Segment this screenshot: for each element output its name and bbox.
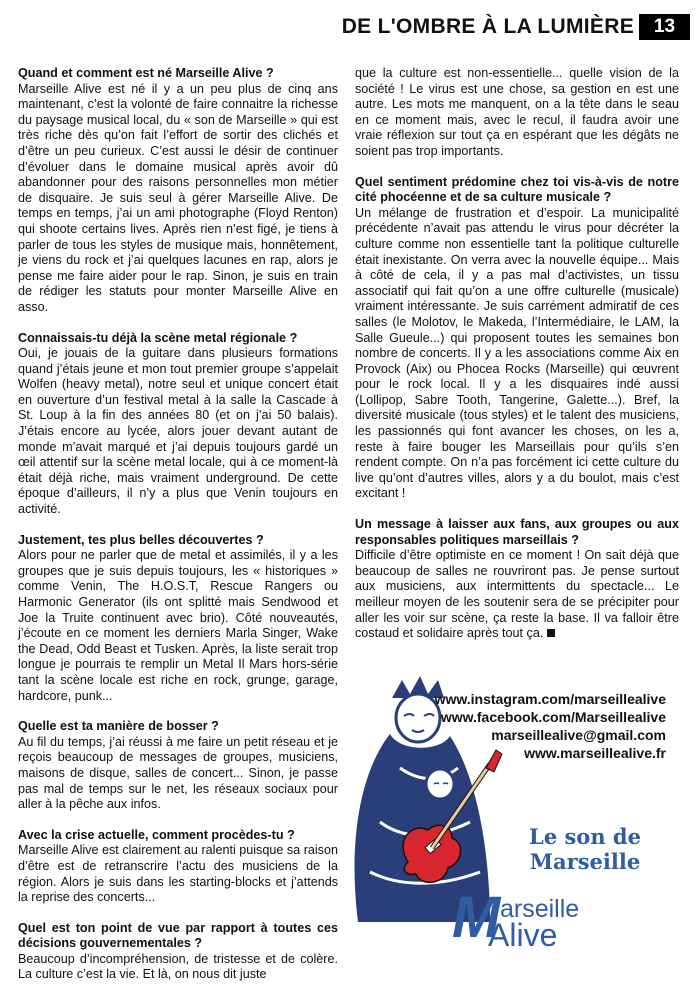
interview-answer: Oui, je jouais de la guitare dans plusieurs formations quand j’étais jeune et mon tout premier groupe s’appelait Wolfen (heavy metal), notre seul et unique concert était en ouverture d’un festival metal à la salle la Cascade à St. Loup à la fin des années 80 (et on j’ai 50 balais). J’étais encore au lycée, alors jouer devant autant de monde m’avait marqué et j’ai depuis toujours gardé un œil attentif sur la scène metal locale, qui à ce moment-là était déjà riche, mais vraiment underground. De cette époque d’ailleurs, il n’y a plus que Venin toujours en activité. [18, 346, 338, 517]
interview-block [18, 921, 338, 983]
interview-block [18, 331, 338, 518]
article-column-right [355, 66, 679, 657]
interview-question: Quel sentiment prédomine chez toi vis-à-vis de notre cité phocéenne et de sa culture musicale ? [355, 174, 679, 205]
interview-answer: Marseille Alive est clairement au ralenti puisque sa raison d’être est de retranscrire l’actu des musiciens de la région. Alors je suis dans les starting-blocks et j’attends la reprise des concerts... [18, 843, 338, 905]
page-number: 13 [639, 14, 690, 40]
marseille-alive-logo [452, 885, 612, 954]
interview-answer: Beaucoup d’incompréhension, de tristesse et de colère. La culture c’est la vie. Et là, on nous dit juste [18, 951, 338, 982]
interview-question: Justement, tes plus belles découvertes ? [18, 532, 264, 547]
interview-question: Quel est ton point de vue par rapport à toutes ces décisions gouvernementales ? [18, 920, 338, 951]
logo-word-alive: Alive [488, 917, 558, 953]
interview-question: Connaissais-tu déjà la scène metal régionale ? [18, 330, 298, 345]
answer-text: Difficile d’être optimiste en ce moment ! On sait déjà que beaucoup de salles ne rouvriront pas. Je pense surtout aux musiciens, aux intermittents du spectacle... Le meilleur moyen de les soutenir sera de se précipiter pour aller les voir sur scène, ça reste la base. Il va falloir être costaud et solidaire après tout ça. [355, 548, 679, 641]
website-link[interactable]: www.marseillealive.fr [524, 745, 666, 761]
interview-block [18, 66, 338, 316]
interview-block [355, 517, 679, 642]
instagram-link[interactable]: www.instagram.com/marseillealive [434, 691, 666, 707]
end-of-article-mark [547, 629, 555, 637]
email-link[interactable]: marseillealive@gmail.com [491, 727, 666, 743]
interview-answer: que la culture est non-essentielle... quelle vision de la société ! Le virus est une chose, sa gestion en est une autre. Les mots me manquent, on a la tête dans le seau en ce moment mais, avec le recul, il faudra avoir une vraie réflexion sur tout ça en espérant que les dégâts ne soient pas trop importants. [355, 66, 679, 158]
interview-answer: Au fil du temps, j’ai réussi à me faire un petit réseau et je reçois beaucoup de messages de groupes, musiciens, maisons de disque, salles de concert... Sinon, je passe pas mal de temps sur le net, les réseaux sociaux pour aller à la pêche aux infos. [18, 734, 338, 812]
interview-answer [355, 548, 679, 642]
article-column-left [18, 66, 338, 998]
interview-answer: Un mélange de frustration et d’espoir. La municipalité précédente n’avait pas attendu le virus pour décréter la culture comme non essentielle tant la politique culturelle était inexistante. On verra avec la nouvelle équipe... Mais à côté de cela, il y a pas mal d’activistes, un tissu associatif qui fait qu’on a une offre culturelle (musicale) vraiment intéressante. Je suis carrément admiratif de ces salles (le Molotov, le Makeda, l’Intermédiaire, le LAM, la Salle Gueule...) qui proposent toutes les semaines bon nombre de concerts. Il y a les associations comme Aix en Provock (Aix) ou Phocea Rocks (Marseille) qui œuvrent pour le rock local. Il y a les disquaires indé aussi (Lollipop, Sabre Tooth, Tangerine, Galette...). Bref, la diversité musicale (tous styles) et le talent des musiciens, les passionnés qui font avancer les choses, on les a, reste à faire bouger les Marseillais pour qu’ils s’en rendent compte. On n’a pas forcément ici cette culture du live qu’ont d’autres villes, alors y a du boulot, mais c’est excitant ! [355, 205, 679, 501]
interview-question: Un message à laisser aux fans, aux groupes ou aux responsables politiques marseillais ? [355, 517, 679, 547]
logo-word-seille: arseille [500, 895, 580, 923]
tagline: Le son de Marseille [529, 824, 641, 874]
interview-block [18, 828, 338, 906]
interview-block [18, 719, 338, 813]
interview-block [18, 533, 338, 705]
interview-question: Quand et comment est né Marseille Alive ? [18, 66, 274, 80]
interview-continuation [355, 66, 679, 160]
interview-question: Avec la crise actuelle, comment procèdes-tu ? [18, 827, 295, 842]
section-title: DE L'OMBRE À LA LUMIÈRE [341, 15, 634, 38]
marseille-alive-promo [340, 672, 690, 953]
interview-answer: Alors pour ne parler que de metal et assimilés, il y a les groupes que je suis depuis toujours, les « historiques » comme Venin, The H.O.S.T, Rescue Rangers ou Harmonic Generator (ils ont splitté mais Sendwood et Joe la Truite continuent avec brio). Côté nouveautés, j’écoute en ce moment les derniers Marla Singer, Wake the Dead, Odd Beast et Tusken. Après, la liste serait trop longue je pourrais te remplir un Metal Il Mars hors-série tant la scène locale est riche en rock, grunge, garage, hardcore, punk... [18, 548, 338, 703]
interview-block [355, 175, 679, 502]
interview-answer: Marseille Alive est né il y a un peu plus de cinq ans maintenant, c’est la volonté de faire connaitre la richesse du paysage musical local, du « son de Marseille » qui est très riche dès qu’on fait l’effort de sortir des clichés et d’être un peu curieux. C’est aussi le désir de continuer d’évoluer dans le domaine musical après avoir dû abandonner pour des raisons personnelles mon métier de disquaire. Je suis seul à gérer Marseille Alive. De temps en temps, j’ai un ami photographe (Floyd Renton) qui shoote certains lives. Après rien n’est figé, je tiens à parler de tous les styles de musique mais, honnêtement, je viens du rock et j’ai quelques lacunes en rap, alors je pense me faire aider pour le rap. Sinon, je suis en train de rédiger les statuts pour monter Marseille Alive en asso. [18, 81, 338, 314]
logo-letter-m: M [452, 885, 501, 950]
interview-question: Quelle est ta manière de bosser ? [18, 719, 219, 734]
facebook-link[interactable]: www.facebook.com/Marseillealive [440, 709, 666, 725]
